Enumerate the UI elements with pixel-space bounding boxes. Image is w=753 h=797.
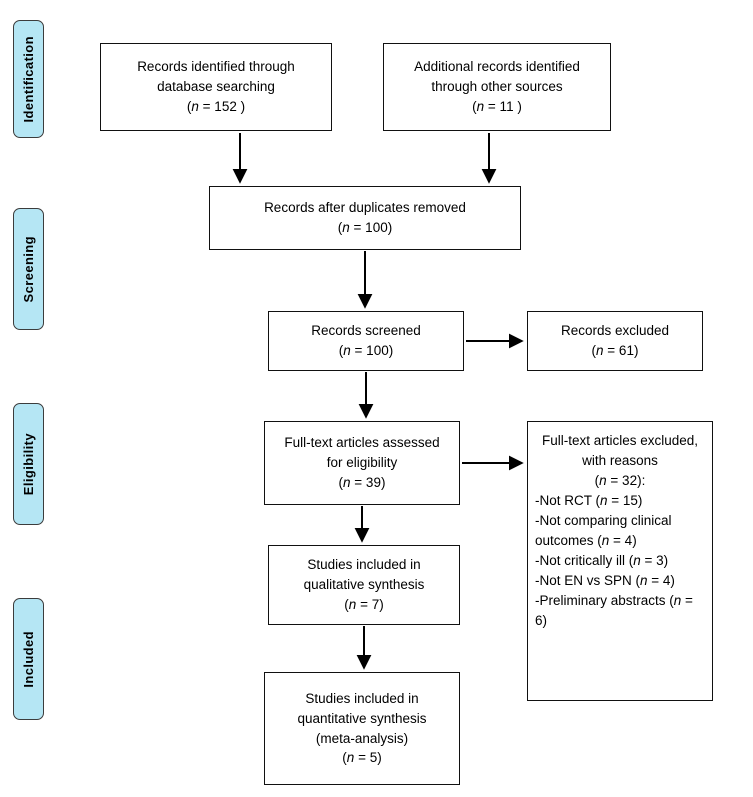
box-text-line: (n = 5)	[342, 750, 382, 766]
box-text-line: database searching	[157, 79, 275, 95]
box-records-screened	[268, 311, 464, 371]
box-records-identified-database	[100, 43, 332, 131]
box-text-line: -Not comparing clinical	[535, 512, 672, 528]
box-text-line: Full-text articles assessed	[284, 435, 440, 451]
box-fulltext-assessed	[264, 421, 460, 505]
stage-label-screening	[13, 208, 44, 330]
box-text-line: Records excluded	[560, 323, 670, 339]
box-qualitative-synthesis	[268, 545, 460, 625]
box-text-line: (n = 39)	[338, 474, 386, 490]
stage-label-eligibility	[13, 403, 44, 525]
stage-label-text: Identification	[21, 35, 36, 123]
stage-label-text: Eligibility	[21, 432, 36, 496]
box-text-line: Studies included in	[305, 690, 419, 706]
box-text-line: with reasons	[582, 452, 658, 468]
box-text-line: (n = 61)	[591, 343, 639, 358]
box-text-line: (n = 152 )	[186, 98, 246, 114]
box-text-line: through other sources	[431, 79, 563, 95]
box-text-line: outcomes (n = 4)	[535, 532, 637, 548]
box-text-line: (n = 100)	[338, 343, 394, 358]
stage-label-identification	[13, 20, 44, 138]
box-text-line: (n = 100)	[337, 220, 393, 235]
box-records-after-duplicates-removed	[209, 186, 521, 250]
box-text-line: Records after duplicates removed	[264, 200, 466, 216]
box-text-line: -Preliminary abstracts (n = 6)	[535, 592, 693, 628]
stage-label-text: Included	[21, 630, 36, 688]
box-text-line: Full-text articles excluded,	[541, 433, 699, 448]
box-text-line: (meta-analysis)	[315, 730, 409, 746]
box-text-line: (n = 32):	[594, 472, 646, 488]
stage-label-text: Screening	[21, 235, 36, 303]
stage-label-included	[13, 598, 44, 720]
box-text-line: -Not EN vs SPN (n = 4)	[535, 572, 675, 588]
box-text-line: -Not RCT (n = 15)	[535, 492, 643, 508]
box-additional-records-other-sources	[383, 43, 611, 131]
box-text-line: Studies included in	[307, 557, 421, 573]
box-text-line: for eligibility	[326, 455, 398, 471]
box-records-excluded	[527, 311, 703, 371]
box-text-line: (n = 11 )	[472, 98, 522, 114]
box-text-line: Records identified through	[137, 59, 295, 75]
box-text-line: (n = 7)	[344, 596, 384, 612]
box-quantitative-synthesis	[264, 672, 460, 785]
box-text-line: quantitative synthesis	[297, 710, 427, 726]
box-text-line: Additional records identified	[414, 59, 580, 75]
box-text-line: qualitative synthesis	[303, 577, 425, 593]
box-text-line: -Not critically ill (n = 3)	[535, 552, 669, 568]
box-fulltext-excluded-with-reasons	[527, 421, 713, 701]
box-text-line: Records screened	[311, 323, 421, 339]
